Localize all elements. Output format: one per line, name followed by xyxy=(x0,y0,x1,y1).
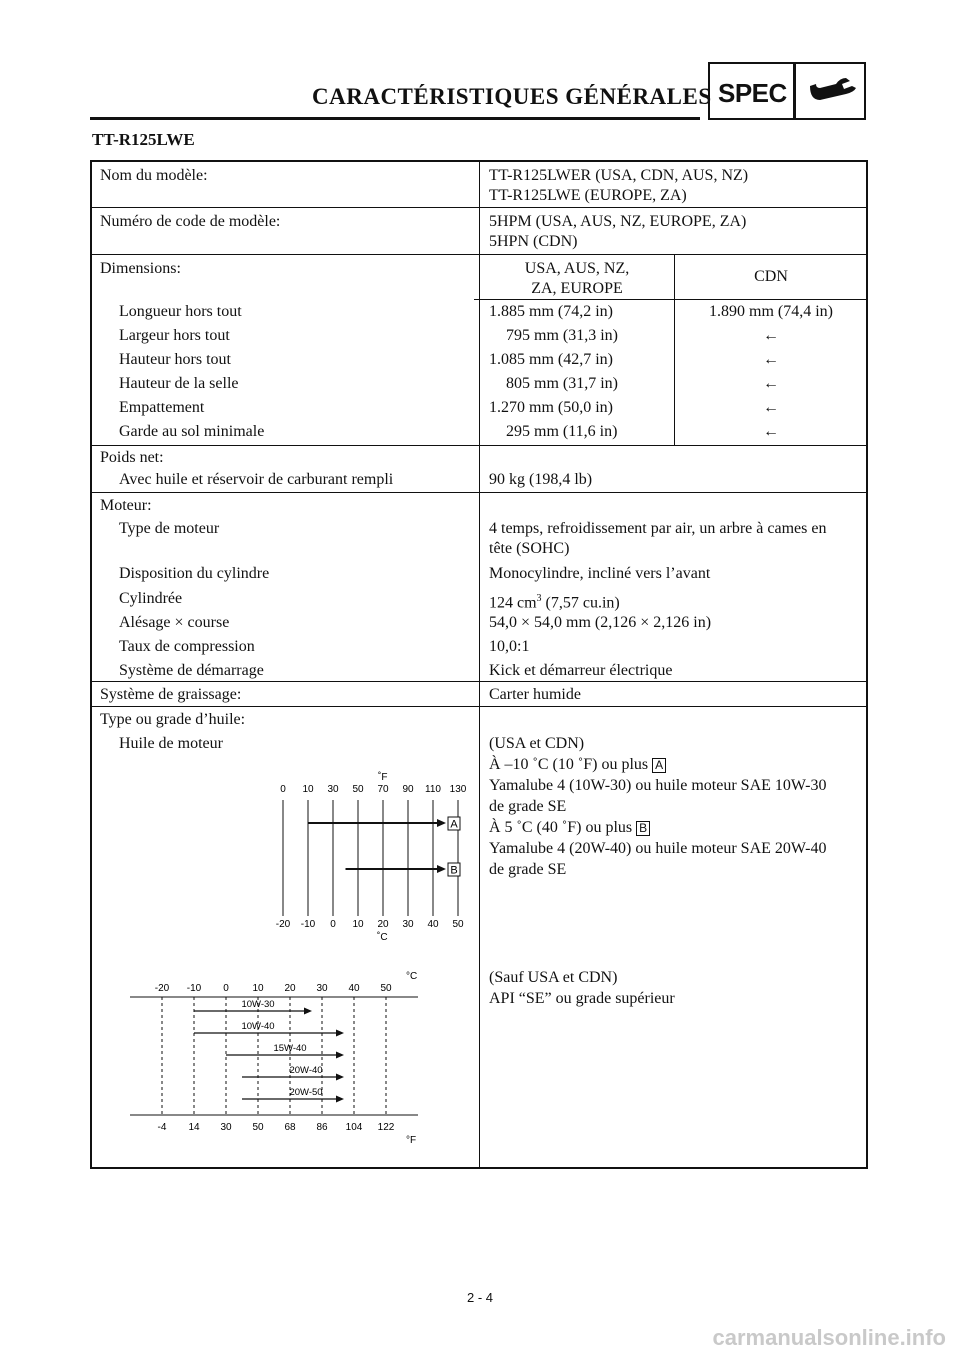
spec-table xyxy=(90,160,868,1169)
model-title: TT-R125LWE xyxy=(92,130,195,149)
code-label: Numéro de code de modèle: xyxy=(100,213,281,230)
chart2-grade-label: 20W-50 xyxy=(289,1087,323,1098)
poids-label: Poids net: xyxy=(100,449,164,466)
dim-col1-line1: USA, AUS, NZ, xyxy=(524,260,630,277)
chart2-bottom-tick: 14 xyxy=(188,1122,200,1133)
graissage-label: Système de graissage: xyxy=(100,686,242,703)
chart1-top-tick: 130 xyxy=(449,784,467,795)
chart1-top-tick: 50 xyxy=(352,784,364,795)
taux-label: Taux de compression xyxy=(119,638,255,655)
demarrage-value: Kick et démarreur électrique xyxy=(489,662,673,679)
huile-moteur-label: Huile de moteur xyxy=(119,735,223,752)
dim-row-value: 295 mm (11,6 in) xyxy=(506,423,618,440)
huile-usa-2-line xyxy=(489,754,666,775)
dim-row-value: 795 mm (31,3 in) xyxy=(506,327,618,344)
chart1-top-tick: 90 xyxy=(402,784,414,795)
chart1-bottom-tick: 50 xyxy=(452,919,464,930)
chart1-bottom-tick: 20 xyxy=(377,919,389,930)
chart1-bottom-tick: 0 xyxy=(330,919,336,930)
chart1-arrow-head xyxy=(437,865,446,873)
chart1-top-tick: 110 xyxy=(425,784,441,795)
type-moteur-value-1: 4 temps, refroidissement par air, un arbre à cames en xyxy=(489,520,827,537)
huile-type-label: Type ou grade d’huile: xyxy=(100,711,246,728)
chart2-bottom-tick: 86 xyxy=(316,1122,328,1133)
graissage-value: Carter humide xyxy=(489,686,581,703)
nom-label: Nom du modèle: xyxy=(100,167,208,184)
huile-usa-2: À –10 ˚C (10 ˚F) ou plus xyxy=(489,756,649,773)
dim-label: Dimensions: xyxy=(100,260,181,277)
chart2-top-tick: 30 xyxy=(316,983,328,994)
alesage-label: Alésage × course xyxy=(119,614,230,631)
cylindree-value-post: (7,57 cu.in) xyxy=(541,594,620,612)
chart2-top-tick: 20 xyxy=(284,983,296,994)
huile-usa-4: de grade SE xyxy=(489,798,567,815)
chart1-top-tick: 10 xyxy=(302,784,314,795)
chart1-top-tick: 0 xyxy=(280,784,286,795)
chart2-grade-label: 15W-40 xyxy=(273,1043,307,1054)
cylindree-sup: 3 xyxy=(536,593,542,604)
chart2-bottom-tick: 122 xyxy=(377,1122,395,1133)
code-value-2: 5HPN (CDN) xyxy=(489,233,578,250)
dim-row-label: Largeur hors tout xyxy=(119,327,230,344)
huile-usa-7: de grade SE xyxy=(489,861,567,878)
dim-row-label: Hauteur de la selle xyxy=(119,375,239,392)
type-moteur-label: Type de moteur xyxy=(119,520,220,537)
type-moteur-value-2: tête (SOHC) xyxy=(489,540,570,557)
dim-row-label: Garde au sol minimale xyxy=(119,423,265,440)
dim-row-value: 1.085 mm (42,7 in) xyxy=(489,351,613,368)
dim-row-label: Hauteur hors tout xyxy=(119,351,231,368)
code-value-1: 5HPM (USA, AUS, NZ, EUROPE, ZA) xyxy=(489,213,747,230)
row-divider xyxy=(474,299,868,300)
oil-grade-chart-2 xyxy=(128,967,433,1149)
nom-value-1: TT-R125LWER (USA, CDN, AUS, NZ) xyxy=(489,167,749,184)
dim-row-value-cdn: ← xyxy=(763,399,779,416)
chart1-bottom-tick: -10 xyxy=(300,919,316,930)
chart2-bottom-tick: -4 xyxy=(157,1122,167,1133)
chart1-top-tick: 70 xyxy=(377,784,389,795)
dim-row-value-cdn: ← xyxy=(763,423,779,440)
cylindree-value-pre: 124 cm xyxy=(489,594,537,612)
wrench-icon xyxy=(806,76,858,106)
huile-usa-3: Yamalube 4 (10W-30) ou huile moteur SAE 10W-30 xyxy=(489,777,827,794)
page-title: CARACTÉRISTIQUES GÉNÉRALES xyxy=(312,84,712,109)
chart1-top-tick: 30 xyxy=(327,784,339,795)
spec-divider xyxy=(793,64,796,118)
taux-value: 10,0:1 xyxy=(489,638,530,655)
chart2-top-tick: -10 xyxy=(186,983,202,994)
chart1-bottom-tick: 10 xyxy=(352,919,364,930)
cylindree-value xyxy=(489,588,620,613)
chart1-unit-top: ˚F xyxy=(378,772,388,783)
chart2-top-tick: 50 xyxy=(380,983,392,994)
spec-label: SPEC xyxy=(718,78,787,108)
spec-badge xyxy=(708,62,866,120)
alesage-value: 54,0 × 54,0 mm (2,126 × 2,126 in) xyxy=(489,614,712,631)
dim-row-value: 805 mm (31,7 in) xyxy=(506,375,618,392)
huile-usa-5: À 5 ˚C (40 ˚F) ou plus xyxy=(489,819,633,836)
poids-value: 90 kg (198,4 lb) xyxy=(489,471,593,488)
huile-usa-1: (USA et CDN) xyxy=(489,735,585,752)
dim-col2: CDN xyxy=(754,268,788,285)
chart2-top-tick: 40 xyxy=(348,983,360,994)
dim-row-label: Empattement xyxy=(119,399,205,416)
dim-row-value: 1.885 mm (74,2 in) xyxy=(489,303,613,320)
chart2-grade-label: 10W-40 xyxy=(241,1021,275,1032)
watermark: carmanualsonline.info xyxy=(712,1325,946,1350)
cylindree-label: Cylindrée xyxy=(119,590,183,607)
chart1-arrow-label: A xyxy=(450,818,458,831)
dim-row-value: 1.270 mm (50,0 in) xyxy=(489,399,613,416)
huile-other-2: API “SE” ou grade supérieur xyxy=(489,990,675,1007)
chart1-bottom-tick: 30 xyxy=(402,919,414,930)
oil-temp-chart-1 xyxy=(182,762,467,947)
disposition-value: Monocylindre, incliné vers l’avant xyxy=(489,565,711,582)
huile-usa-6: Yamalube 4 (20W-40) ou huile moteur SAE 20W-40 xyxy=(489,840,827,857)
chart2-top-tick: 10 xyxy=(252,983,264,994)
chart2-bottom-tick: 30 xyxy=(220,1122,232,1133)
chart2-top-tick: 0 xyxy=(223,983,229,994)
demarrage-label: Système de démarrage xyxy=(119,662,264,679)
box-label-b: B xyxy=(636,821,650,836)
dim-col1-line2: ZA, EUROPE xyxy=(531,280,623,297)
column-divider xyxy=(479,162,480,1169)
page-number: 2 - 4 xyxy=(466,1290,493,1305)
chart2-grade-label: 20W-40 xyxy=(289,1065,323,1076)
chart2-top-tick: -20 xyxy=(154,983,170,994)
chart2-grade-arrowhead xyxy=(336,1030,344,1037)
moteur-label: Moteur: xyxy=(100,497,152,514)
dim-row-label: Longueur hors tout xyxy=(119,303,242,320)
dim-row-value-cdn: 1.890 mm (74,4 in) xyxy=(709,303,833,320)
chart2-unit-bottom: °F xyxy=(406,1135,417,1146)
chart2-bottom-tick: 50 xyxy=(252,1122,264,1133)
chart1-bottom-tick: 40 xyxy=(427,919,439,930)
poids-sub: Avec huile et réservoir de carburant rempli xyxy=(119,471,394,488)
chart2-grade-arrowhead xyxy=(336,1096,344,1103)
dim-row-value-cdn: ← xyxy=(763,327,779,344)
dim-row-value-cdn: ← xyxy=(763,351,779,368)
disposition-label: Disposition du cylindre xyxy=(119,565,270,582)
chart2-bottom-tick: 68 xyxy=(284,1122,296,1133)
chart2-grade-label: 10W-30 xyxy=(241,999,275,1010)
chart1-bottom-tick: -20 xyxy=(275,919,291,930)
header-rule xyxy=(90,117,700,120)
chart2-grade-arrowhead xyxy=(336,1052,344,1059)
chart2-grade-arrowhead xyxy=(304,1008,312,1015)
chart2-bottom-tick: 104 xyxy=(345,1122,363,1133)
chart2-grade-arrowhead xyxy=(336,1074,344,1081)
chart1-unit-bottom: ˚C xyxy=(377,932,388,943)
huile-usa-5-line xyxy=(489,817,650,838)
chart2-unit-top: °C xyxy=(406,971,418,982)
huile-other-1: (Sauf USA et CDN) xyxy=(489,969,618,986)
box-label-a: A xyxy=(652,758,666,773)
dim-row-value-cdn: ← xyxy=(763,375,779,392)
chart1-arrow-label: B xyxy=(450,864,458,877)
nom-value-2: TT-R125LWE (EUROPE, ZA) xyxy=(489,187,687,204)
chart1-arrow-head xyxy=(437,819,446,827)
